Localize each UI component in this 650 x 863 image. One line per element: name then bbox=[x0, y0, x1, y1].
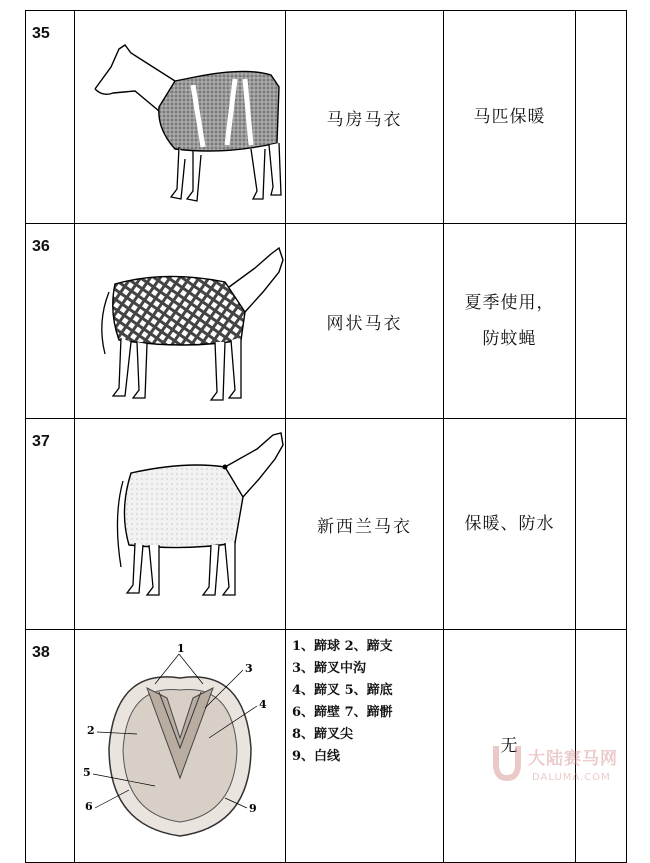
use-line: 无 bbox=[500, 736, 519, 756]
row-number: 37 bbox=[26, 419, 75, 630]
item-name: 新西兰马衣 bbox=[286, 419, 444, 630]
use-line: 马匹保暖 bbox=[473, 107, 546, 127]
row-number: 38 bbox=[26, 630, 75, 863]
diagram-label: 4 bbox=[259, 698, 267, 711]
hoof-parts-list bbox=[292, 636, 443, 768]
item-use bbox=[444, 224, 576, 419]
use-line: 夏季使用， bbox=[464, 293, 555, 313]
horse-new-zealand-rug-drawing bbox=[75, 427, 285, 621]
horse-equipment-table bbox=[25, 10, 627, 863]
diagram-label: 1 bbox=[177, 642, 185, 655]
item-name: 网状马衣 bbox=[286, 224, 444, 419]
watermark-text: 大陆赛马网 bbox=[528, 749, 618, 769]
table-row bbox=[26, 224, 627, 419]
hoof-diagram-drawing bbox=[75, 638, 285, 854]
item-name: 马房马衣 bbox=[286, 11, 444, 224]
empty-cell bbox=[576, 224, 627, 419]
list-item: 6、蹄壁 7、蹄骿 bbox=[292, 705, 393, 720]
horse-stable-blanket-image bbox=[75, 11, 286, 224]
diagram-label: 9 bbox=[249, 802, 257, 815]
hoof-diagram-image bbox=[75, 630, 286, 863]
table-row bbox=[26, 419, 627, 630]
list-item: 3、蹄叉中沟 bbox=[292, 661, 367, 676]
horseshoe-icon bbox=[490, 742, 524, 782]
horse-stable-blanket-drawing bbox=[75, 19, 285, 215]
table-row bbox=[26, 11, 627, 224]
empty-cell bbox=[576, 11, 627, 224]
list-item: 1、蹄球 2、蹄支 bbox=[292, 639, 393, 654]
use-line: 防蚊蝇 bbox=[482, 329, 537, 349]
horse-new-zealand-rug-image bbox=[75, 419, 286, 630]
diagram-label: 6 bbox=[85, 800, 93, 813]
use-line: 保暖、防水 bbox=[464, 514, 555, 534]
row-number: 36 bbox=[26, 224, 75, 419]
list-item: 9、白线 bbox=[292, 749, 341, 764]
diagram-label: 5 bbox=[83, 766, 91, 779]
item-use bbox=[444, 419, 576, 630]
diagram-label: 3 bbox=[245, 662, 253, 675]
item-use bbox=[444, 11, 576, 224]
diagram-label: 2 bbox=[87, 724, 95, 737]
horse-mesh-sheet-drawing bbox=[75, 232, 285, 410]
hoof-parts-cell bbox=[286, 630, 444, 863]
watermark bbox=[488, 738, 638, 798]
list-item: 8、蹄叉尖 bbox=[292, 727, 354, 742]
watermark-sub: DALUMA.COM bbox=[532, 772, 611, 783]
list-item: 4、蹄叉 5、蹄底 bbox=[292, 683, 393, 698]
horse-mesh-sheet-image bbox=[75, 224, 286, 419]
row-number: 35 bbox=[26, 11, 75, 224]
empty-cell bbox=[576, 419, 627, 630]
